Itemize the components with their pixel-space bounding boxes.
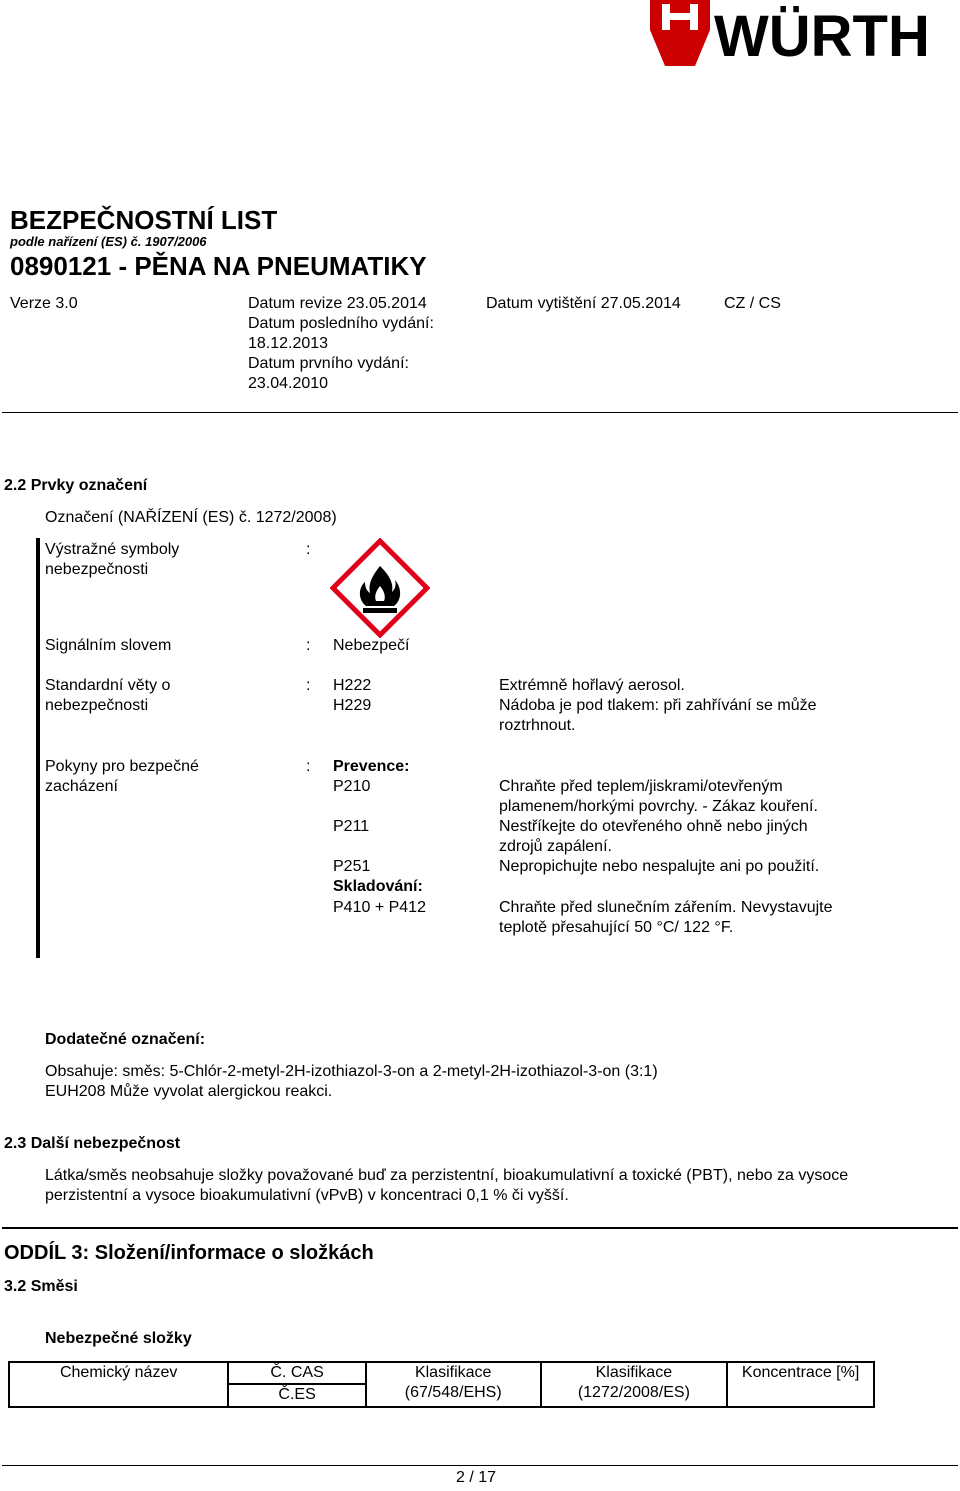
section-3-title: ODDÍL 3: Složení/informace o složkách bbox=[4, 1242, 374, 1264]
precaution-code: P211 bbox=[333, 818, 370, 835]
column-header-name: Chemický název bbox=[9, 1362, 228, 1407]
hazard-text: Extrémně hořlavý aerosol. bbox=[499, 677, 685, 694]
document-title: BEZPEČNOSTNÍ LIST bbox=[10, 205, 278, 235]
colon: : bbox=[306, 541, 311, 558]
hazard-text-cont: roztrhnout. bbox=[499, 717, 576, 734]
other-hazards-text: Látka/směs neobsahuje složky považované buď za perzistentní, bioakumulativní a toxické (PBT), nebo za vysoce bbox=[45, 1167, 849, 1184]
hazard-code: H229 bbox=[333, 697, 372, 714]
column-header-classification-old: Klasifikace (67/548/EHS) bbox=[366, 1362, 541, 1407]
hazard-text: Nádoba je pod tlakem: při zahřívání se může bbox=[499, 697, 817, 714]
column-header-cas: Č. CAS Č.ES bbox=[228, 1362, 366, 1407]
version: Verze 3.0 bbox=[10, 295, 78, 312]
colon: : bbox=[306, 758, 311, 775]
additional-labelling-heading: Dodatečné označení: bbox=[45, 1031, 206, 1048]
precaution-text-cont: teplotě přesahující 50 °C/ 122 °F. bbox=[499, 919, 734, 936]
subsection-heading: Označení (NAŘÍZENÍ (ES) č. 1272/2008) bbox=[45, 509, 337, 526]
signal-word-label: Signálním slovem bbox=[45, 637, 172, 654]
last-issue-date: 18.12.2013 bbox=[248, 335, 329, 352]
precaution-text-cont: plamenem/horkými povrchy. - Zákaz kouření. bbox=[499, 798, 818, 815]
storage-heading: Skladování: bbox=[333, 878, 423, 895]
column-header-classification-new: Klasifikace (1272/2008/ES) bbox=[541, 1362, 728, 1407]
column-header-concentration: Koncentrace [%] bbox=[727, 1362, 874, 1407]
precaution-label: Pokyny pro bezpečné bbox=[45, 758, 199, 775]
last-issue-label: Datum posledního vydání: bbox=[248, 315, 434, 332]
pictogram-label-2: nebezpečnosti bbox=[45, 561, 149, 578]
precaution-code: P251 bbox=[333, 858, 371, 875]
table-header-row bbox=[9, 1362, 874, 1407]
colon: : bbox=[306, 677, 311, 694]
wurth-logo bbox=[648, 0, 958, 68]
subsection-heading: 3.2 Směsi bbox=[4, 1278, 78, 1295]
page-number: 2 / 17 bbox=[456, 1469, 497, 1486]
precaution-text-cont: zdrojů zapálení. bbox=[499, 838, 612, 855]
precaution-label-2: zacházení bbox=[45, 778, 118, 795]
section-divider bbox=[2, 1227, 958, 1229]
prevention-heading: Prevence: bbox=[333, 758, 410, 775]
hazard-code: H222 bbox=[333, 677, 372, 694]
other-hazards-text: perzistentní a vysoce bioakumulativní (vPvB) v koncentraci 0,1 % či vyšší. bbox=[45, 1187, 569, 1204]
header-divider bbox=[2, 412, 958, 413]
first-issue-label: Datum prvního vydání: bbox=[248, 355, 409, 372]
section-heading: 2.3 Další nebezpečnost bbox=[4, 1135, 181, 1152]
additional-labelling-text: EUH208 Může vyvolat alergickou reakci. bbox=[45, 1083, 333, 1100]
hazard-statements-label: Standardní věty o bbox=[45, 677, 171, 694]
table-title: Nebezpečné složky bbox=[45, 1330, 192, 1347]
product-title: 0890121 - PĚNA NA PNEUMATIKY bbox=[10, 251, 427, 281]
hazard-statements-label-2: nebezpečnosti bbox=[45, 697, 149, 714]
precaution-text: Nestříkejte do otevřeného ohně nebo jiných bbox=[499, 818, 808, 835]
precaution-text: Chraňte před slunečním zářením. Nevystavujte bbox=[499, 899, 833, 916]
first-issue-date: 23.04.2010 bbox=[248, 375, 329, 392]
flame-pictogram-icon bbox=[330, 538, 430, 638]
print-date: Datum vytištění 27.05.2014 bbox=[486, 295, 681, 312]
pictogram-label: Výstražné symboly bbox=[45, 541, 180, 558]
precaution-code: P410 + P412 bbox=[333, 899, 426, 916]
locale: CZ / CS bbox=[724, 295, 781, 312]
components-table bbox=[8, 1361, 875, 1408]
additional-labelling-text: Obsahuje: směs: 5-Chlór-2-metyl-2H-izothiazol-3-on a 2-metyl-2H-izothiazol-3-on (3:1) bbox=[45, 1063, 658, 1080]
svg-text:WÜRTH: WÜRTH bbox=[714, 4, 930, 68]
section-heading: 2.2 Prvky označení bbox=[4, 477, 148, 494]
precaution-code: P210 bbox=[333, 778, 371, 795]
revision-date: Datum revize 23.05.2014 bbox=[248, 295, 427, 312]
precaution-text: Chraňte před teplem/jiskrami/otevřeným bbox=[499, 778, 783, 795]
footer-divider bbox=[2, 1465, 958, 1466]
precaution-text: Nepropichujte nebo nespalujte ani po použití. bbox=[499, 858, 820, 875]
signal-word-value: Nebezpečí bbox=[333, 637, 410, 654]
colon: : bbox=[306, 637, 311, 654]
section-sidebar-rule bbox=[36, 538, 40, 958]
regulation-subtitle: podle nařízení (ES) č. 1907/2006 bbox=[10, 234, 207, 249]
